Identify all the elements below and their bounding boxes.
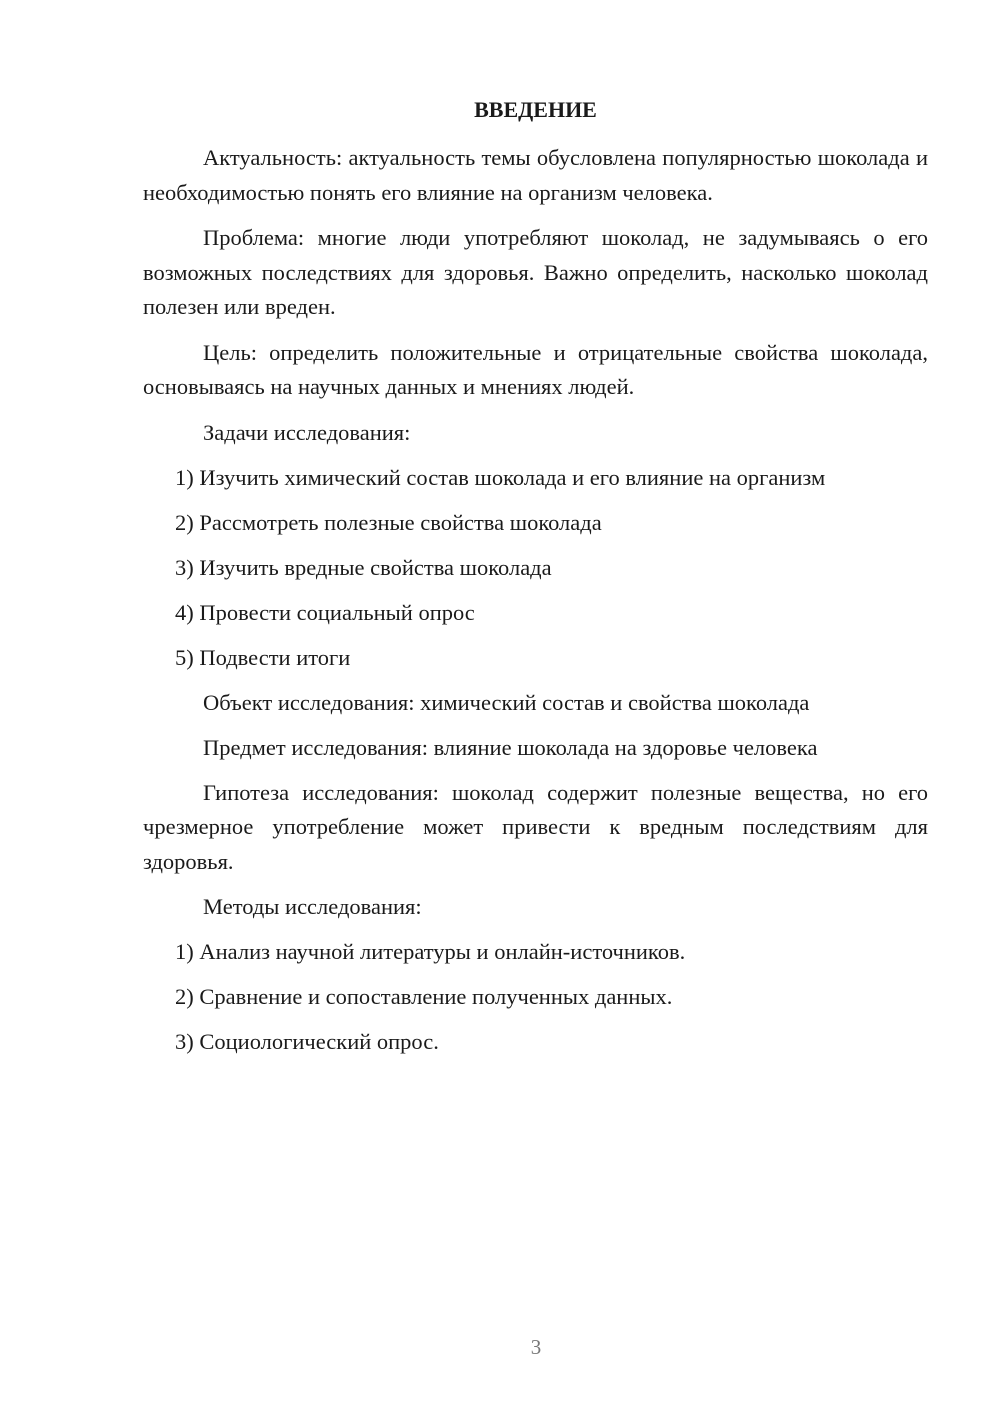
method-item: 2) Сравнение и сопоставление полученных данных. [175,984,673,1009]
relevance-paragraph: Актуальность: актуальность темы обусловлена популярностью шоколада и необходимостью понять его влияние на организм человека. [143,145,928,205]
task-item: 5) Подвести итоги [175,644,351,670]
page-number: 3 [530,1335,542,1359]
method-item: 3) Социологический опрос. [175,1029,439,1054]
task-item: 3) Изучить вредные свойства шоколада [175,554,552,580]
section-heading: ВВЕДЕНИЕ [474,97,597,122]
object-line: Объект исследования: химический состав и свойства шоколада [203,689,810,715]
methods-title: Методы исследования: [203,894,422,919]
problem-paragraph: Проблема: многие люди употребляют шоколад, не задумываясь о его возможных последствиях для здоровья. Важно определить, насколько шоколад полезен или вреден. [143,225,928,319]
document-body [143,95,928,1070]
method-item: 1) Анализ научной литературы и онлайн-источников. [175,939,686,964]
tasks-title: Задачи исследования: [203,419,411,445]
task-item: 4) Провести социальный опрос [175,599,475,625]
task-item: 1) Изучить химический состав шоколада и его влияние на организм [175,464,826,490]
hypothesis-paragraph: Гипотеза исследования: шоколад содержит полезные вещества, но его чрезмерное употребление может привести к вредным последствиям для здоровья. [143,779,928,874]
subject-line: Предмет исследования: влияние шоколада на здоровье человека [203,734,818,760]
task-item: 2) Рассмотреть полезные свойства шоколада [175,509,602,535]
goal-paragraph: Цель: определить положительные и отрицательные свойства шоколада, основываясь на научных данных и мнениях людей. [143,339,928,399]
